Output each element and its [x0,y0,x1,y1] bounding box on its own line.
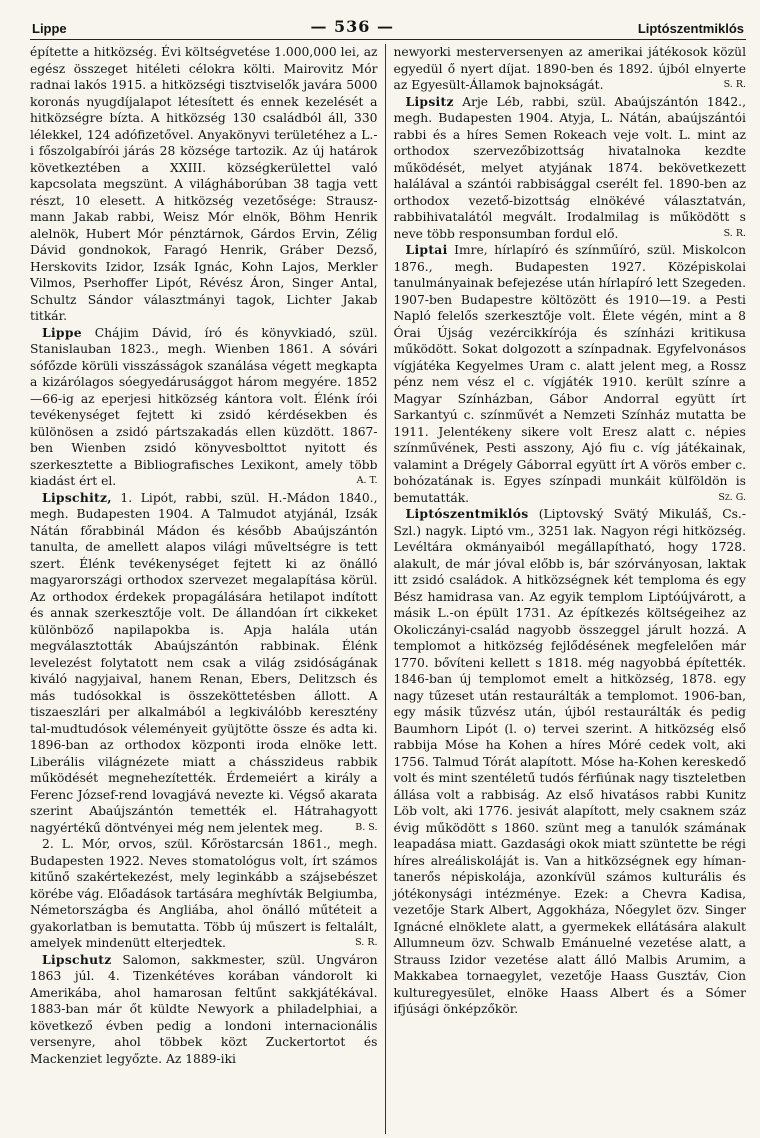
author-signature: S. R. [355,937,378,948]
entry-paragraph: Liptai Imre, hírlapíró és színműíró, szül. Miskolcon 1876., megh. Budapesten 1927. Középiskolai tanulmányainak befejezése után hírlapíró lett Szegeden. 1907-ben Budapestre költözött és 1910—19. a Pesti Napló felelős szerkesztője volt. Élete végén, mint a 8 Órai Újság vezércikkírója és színházi kritikusa működött. Sokat dolgozott a színpadnak. Egyfelvonásos vígjátéka Kegyelmes Uram c. alatt jelent meg, a Rossz pénz nem vész el c. vígjáték 1910. került színre a Magyar Színházban, Gábor Andorral együtt írt Sarkantyú c. színművét a Nemzeti Színház mutatta be 1911. Jelentékeny sikere volt Eresz alatt c. népies színművének, Pesti asszony, Ajó fiu c. víg játékainak, valamint a Drégely Gáborral együtt írt A vörös ember c. bohózatának is. Egyes színpadi munkáit külföldön is bemutatták. Sz. G. [393,242,746,505]
entry-paragraph: Lipschitz, 1. Lipót, rabbi, szül. H.-Mádon 1840., megh. Budapesten 1904. A Talmudot atyjánál, Izsák Nátán főrabbinál Mádon és később Abaújszántón tanulta, de amellett alapos világi műveltségre is tett szert. Élénk tevékenységet fejtett ki az önálló magyarországi orthodox szervezet megalapítása körül. Az orthodox érdekek propagálására hetilapot indított és annak szerkesztője volt. De állandóan írt cikkeket különböző napilapokba is. Apja halála után megválasztották Abaújszántón rabbinak. Élénk levelezést folytatott nem csak a világ zsidóságának kiváló nagyjaival, hanem Renan, Ebers, Delitzsch és más tudósokkal is összeköttetésben állott. A tiszaeszlári per alkalmából a legkiválóbb keresztény tal-mudtudósok véleményeit gyüjtötte össze és adta ki. 1896-ban az orthodox központi iroda elnöke lett. Liberális világnézete miatt a chásszideus rabbik működését megnehezítették. Érdemeiért a király a Ferenc József-rend lovagjává nevezte ki. Végső akarata szerint Abaújszántón temették el. Hátrahagyott nagyértékű döntvényei még nem jelentek meg. B. S. [30,489,378,835]
entry-paragraph: Lippe Chájim Dávid, író és könyvkiadó, szül. Stanislauban 1823., megh. Wienben 1861. A sóvári sófőzde körüli visszásságok szanálása végett megkapta a kizárólagos sóegyedárusággot három megyére. 1852—66-ig az eperjesi hitközség kántora volt. Élénk írói tevékenységet fejtett ki zsidó kérdésekben és különösen a zsidó pártszakadás ellen küzdött. 1867-ben Wienben zsidó könyvesbolttot nyitott és szerkesztette a Bibliografisches Lexikont, amely több kiadást ért el. A. T. [30,324,378,488]
entry-headword: Liptószentmiklós [405,506,529,521]
entry-paragraph: 2. L. Mór, orvos, szül. Kőröstarcsán 1861., megh. Budapesten 1922. Neves stomatológus volt, írt számos kitűnő szakértekezést, mely leginkább a szájsebészet körébe vág. Előadások tartására meghívták Belgiumba, Németországba és Angliába, ahol önálló műtéteit a gyakorlatban is bemutatta. Több új műszert is feltalált, amelyek mindenütt elterjedtek. S. R. [30,837,378,950]
right-column [386,44,747,1134]
entry-paragraph: Lipsitz Arje Léb, rabbi, szül. Abaújszántón 1842., megh. Budapesten 1904. Atyja, L. Nátán, abaújszántói rabbi és a híres Semen Rokeach veje volt. L. mint az orthodox szervezőbizottság hivatalnoka kezdte működését, melyet atyjának 1874. bekövetkezett halálával a szántói rabbisággal cserélt fel. 1890-ben az orthodox vezető-bizottság elnökévé választatván, rabbihivatalától megvált. Irodalmilag is működött s neve több responsumban fordul elő. S. R. [393,93,746,241]
entry-paragraph: newyorki mesterversenyen az amerikai játékosok közül egyedül ő nyert díjat. 1890-ben és 1892. újból elnyerte az Egyesült-Államok bajnokságát. S. R. [393,45,746,92]
running-header [30,14,746,40]
header-left-word: Lippe [32,21,67,36]
entry-headword: Lipschitz, [42,489,112,505]
text-columns [30,44,746,1134]
author-signature: S. R. [723,227,746,239]
entry-headword: Liptai [405,242,448,257]
author-signature: S. R. [723,79,746,90]
entry-headword: Lippe [42,324,82,340]
entry-headword: Lipsitz [405,93,454,109]
header-right-word: Liptószentmiklós [637,21,744,36]
entry-paragraph: Lipschutz Salomon, sakkmester, szül. Ungváron 1863 júl. 4. Tizenkétéves korában vándorolt ki Amerikába, ahol hamarosan feltűnt sakkjátékával. 1883-ban már őt küldte Newyork a philadelphiai, a következő évben pedig a londoni internacionális versenyre, ahol többek közt Zuckertortot és Mackenziet legyőzte. Az 1889-iki [30,951,378,1066]
entry-paragraph: építette a hitközség. Évi költségvetése 1.000,000 lei, az egész összeget hitéleti célokra költi. Mairovitz Mór radnai lakós 1915. a hitközségi tisztviselők javára 5000 koronás nyugdíjalapot létesített és ennek kezelését a hitközségre bízta. A hitközség 130 családból áll, 330 lélekkel, 124 adófizetővel. Anyakönyvi területéhez a L.-i főszolgabírói járás 28 községe tartozik. Az új határok következtében a XXIII. községkerülettel való kapcsolata megszünt. A világháborúban 38 tagja vett részt, 10 elesett. A hitközség vezetősége: Strausz-mann Jakab rabbi, Weisz Mór elnök, Böhm Henrik alelnök, Hubert Mór pénztárnok, Gárdos Ervin, Zélig Dávid gondnokok, Faragó Henrik, Gráber Dezső, Herskovits Izidor, Izsák Ignác, Kohn Lajos, Merkler Vilmos, Pserhoffer Lipót, Révész Áron, Singer Antal, Schultz Sándor választmányi tagok, Lichter Jakab titkár. [30,45,378,323]
author-signature: B. S. [355,821,378,833]
author-signature: A. T. [356,475,378,486]
page-number: — 536 — [310,17,395,36]
entry-paragraph: Liptószentmiklós (Liptovský Svätý Mikuláš, Cs.-Szl.) nagyk. Liptó vm., 3251 lak. Nagyon régi hitközség. Levéltára okmányaiból megállapítható, hogy 1728. alakult, de már jóval előbb is, bár szórványosan, laktak itt zsidó családok. A hitközségnek két temploma és egy Bész hamidrasa van. Az egyik templom Liptóújvárott, a másik L.-on épült 1731. Az építkezés költségeihez az Okoliczányi-család nagyobb összeggel járult hozzá. A templomot a hitközség fejlődésének megfelelően már 1770. bővíteni kellett s 1818. még nagyobbá építették. 1846-ban új templomot emelt a hitközség, 1878. egy nagy tűzeset után restaurálták a templomot. 1906-ban, egy másik tűzvész után, újból restaurálták és pedig Baumhorn Lipót (l. o) tervei szerint. A hitközség első rabbija Móse ha Kohen a híres Móré cedek volt, aki 1756. Talmud Tórát alapított. Móse ha-Kohen kereskedő volt és mint szentéletű tudós férfiúnak nagy tiszteletben állása volt a rabbiság. Az első hivatásos rabbi Kunitz Löb volt, aki 1776. jesivát alapított, mely csaknem száz évig működött s 1860. szünt meg a tanulók számának leapadása miatt. Gazdasági okok miatt szüntette be régi híres alreáliskoláját is. Van a hitközségnek egy híman-tanerős népiskolája, azonkívül számos kulturális és jótékonysági intézménye. Ezek: a Chevra Kadisa, vezetője Stark Albert, Aggokháza, Nőegylet özv. Singer Ignácné elnöklete alatt, a gyermekek ellátására alakult Allumneum özv. Schwalb Emánuelné vezetése alatt, a Strauss Izidor vezetése alatt álló Malbis Arumim, a Makkabea tornaegylet, vezetője Haass Gusztáv, Cion kulturegyesület, elnöke Haass Albert és a Sómer ifjúsági önképzőkör. [393,506,746,1016]
entry-headword: Lipschutz [42,951,112,967]
left-column [30,44,385,1134]
author-signature: Sz. G. [718,491,746,503]
